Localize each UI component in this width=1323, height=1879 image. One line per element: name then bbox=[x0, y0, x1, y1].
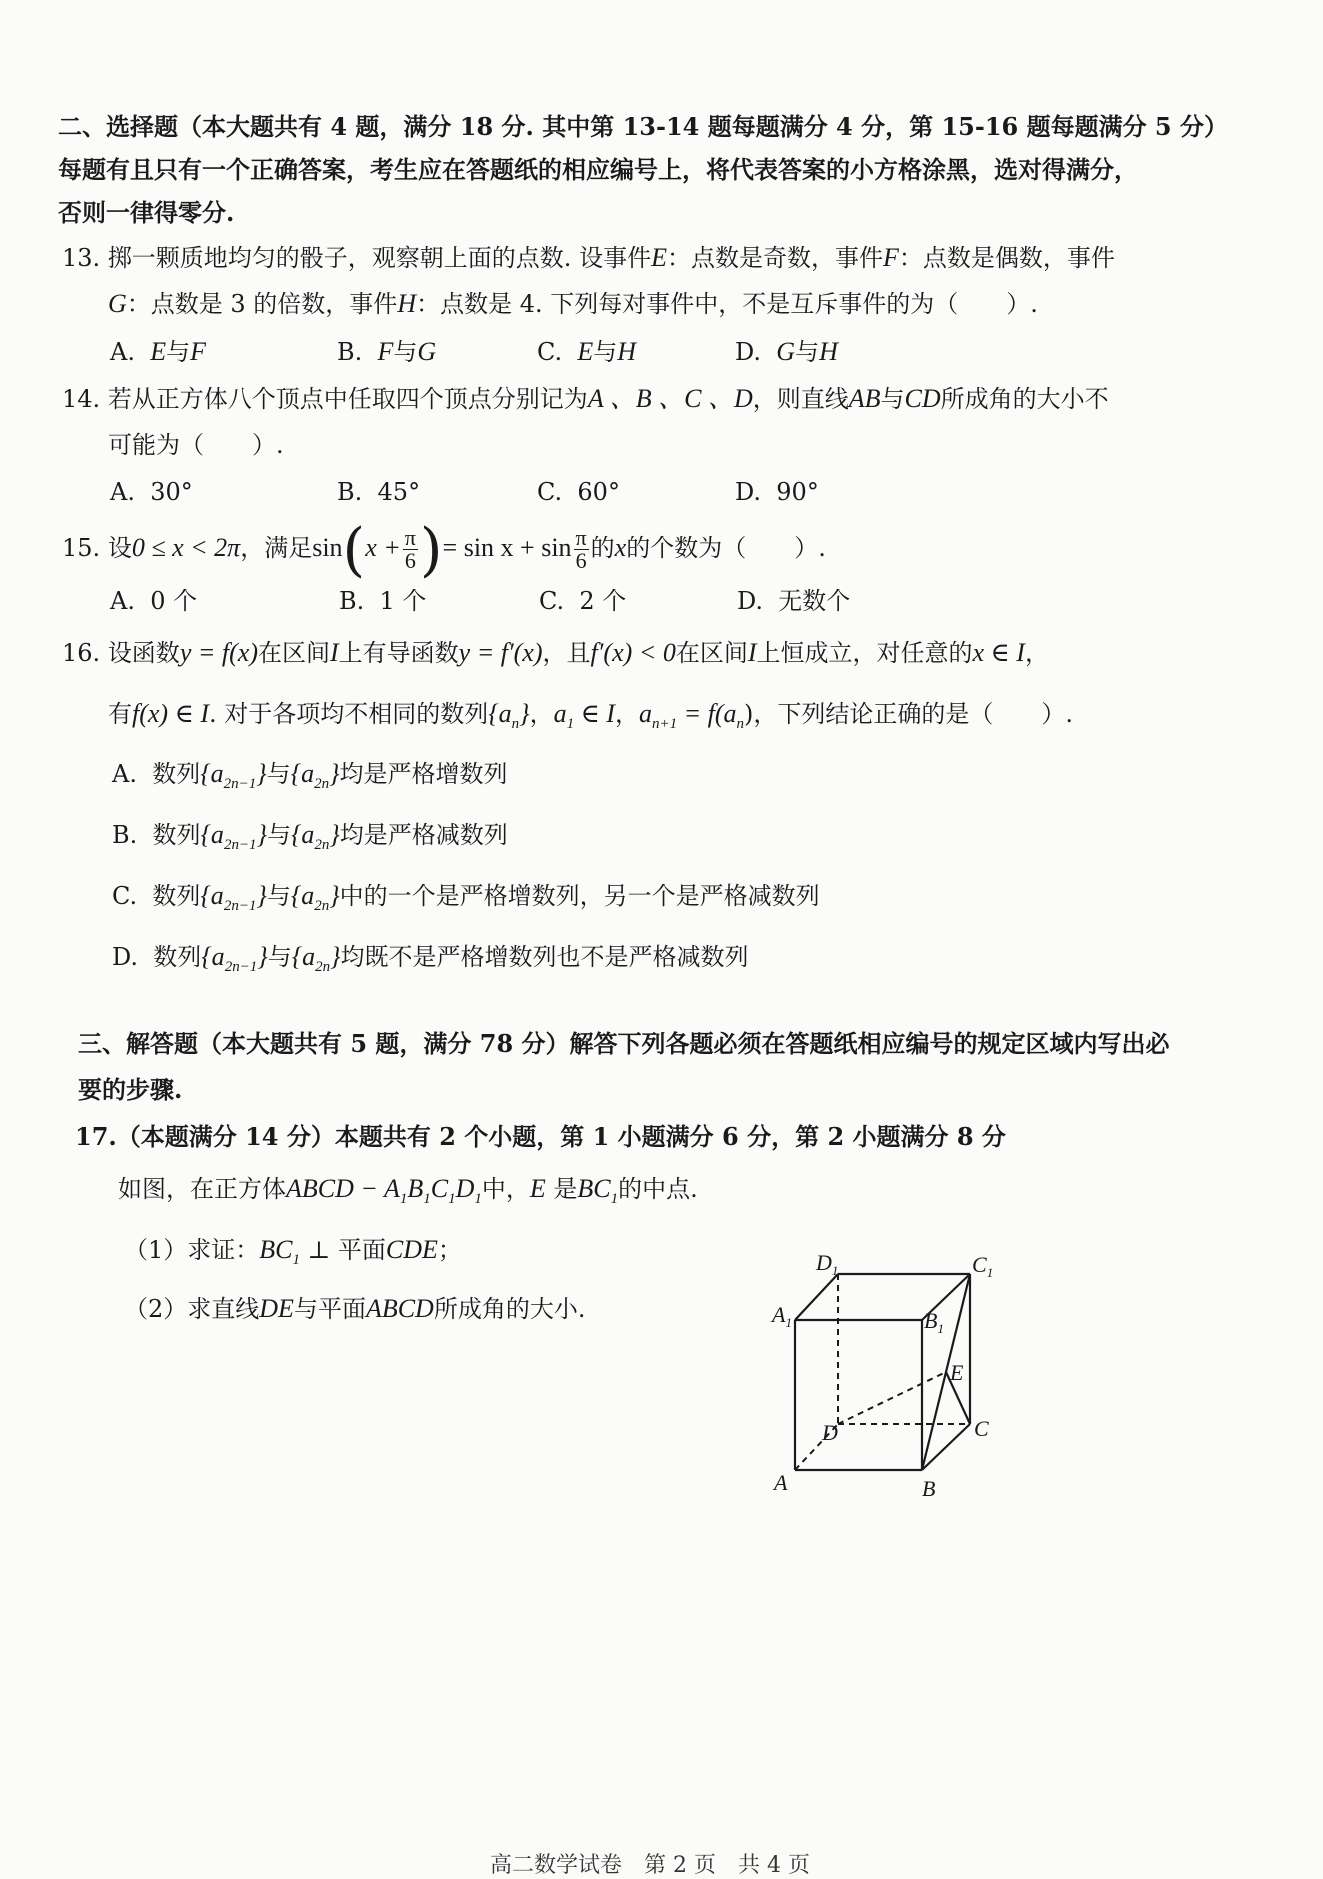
q14-text: ，则直线 bbox=[752, 385, 849, 413]
q17-heading: 17.（本题满分 14 分）本题共有 2 个小题，第 1 小题满分 6 分，第 2 小题满分 8 分 bbox=[75, 1122, 1006, 1151]
term: a bbox=[638, 699, 652, 728]
subscript: 1 bbox=[937, 1321, 944, 1336]
cube-name bbox=[286, 1174, 482, 1208]
term: a bbox=[553, 699, 567, 728]
section2-heading: 二、选择题（本大题共有 4 题，满分 18 分. 其中第 13-14 题每题满分 4 分，第 15-16 题每题满分 5 分） bbox=[58, 112, 1228, 141]
q13-text: ：点数是奇数，事件 bbox=[666, 244, 883, 272]
q13-option-b[interactable] bbox=[337, 335, 436, 369]
q14-points: A 、B 、C 、D bbox=[587, 384, 753, 413]
label-part: D bbox=[816, 1250, 832, 1275]
pi-over-six-fraction bbox=[403, 527, 418, 572]
label-a1 bbox=[770, 1302, 792, 1330]
q14-option-a[interactable] bbox=[110, 475, 193, 509]
option-conj: 与 bbox=[795, 338, 820, 366]
q14-option-b[interactable] bbox=[337, 475, 420, 509]
q17-part1 bbox=[124, 1233, 462, 1277]
q16-math: x ∈ I bbox=[972, 638, 1025, 667]
q15-range: 0 ≤ x < 2π bbox=[131, 533, 241, 562]
option-text: 均是严格减数列 bbox=[339, 821, 508, 849]
label-a: A bbox=[774, 1470, 788, 1495]
q15-number: 15. bbox=[62, 534, 101, 562]
option-text: 数列 bbox=[152, 760, 201, 788]
term-a1 bbox=[553, 699, 615, 733]
option-text: 1 个 bbox=[379, 587, 427, 615]
option-label: D. bbox=[737, 587, 764, 615]
option-label: B. bbox=[337, 338, 363, 366]
q13-option-a[interactable] bbox=[110, 335, 206, 369]
subscript: 1 bbox=[610, 1191, 619, 1208]
option-text: 30° bbox=[150, 478, 193, 506]
subscript: n bbox=[736, 716, 745, 733]
option-label: D. bbox=[112, 943, 139, 971]
line-de: DE bbox=[259, 1294, 294, 1323]
q17-text: 所成角的大小. bbox=[433, 1295, 586, 1323]
var-x: x bbox=[614, 533, 627, 562]
option-label: A. bbox=[110, 338, 135, 366]
seq-odd: $\{a_{2n-1}\}$ bbox=[200, 759, 267, 793]
q16-math: y = f(x) bbox=[179, 638, 258, 667]
seq-odd: $\{a_{2n-1}\}$ bbox=[200, 881, 267, 915]
option-term: H bbox=[617, 337, 637, 366]
option-label: A. bbox=[110, 587, 135, 615]
q16-text: ，且 bbox=[542, 639, 591, 667]
segment-bc1 bbox=[577, 1174, 619, 1208]
q16-option-c[interactable] bbox=[112, 879, 820, 923]
q16-text: 有 bbox=[108, 700, 132, 728]
q17-text: 中， bbox=[481, 1175, 530, 1203]
option-text: 2 个 bbox=[579, 587, 627, 615]
q13-line2 bbox=[108, 287, 1038, 321]
label-part: B bbox=[924, 1308, 938, 1333]
option-term: F bbox=[377, 337, 394, 366]
q17-text: 如图，在正方体 bbox=[118, 1175, 286, 1203]
right-paren-glyph: ) bbox=[419, 515, 443, 584]
seq-open: {a bbox=[488, 699, 512, 728]
q15-option-d[interactable] bbox=[737, 584, 850, 618]
q16-math: f(x) ∈ I bbox=[132, 699, 209, 728]
subscript: n bbox=[511, 716, 520, 733]
option-conj: 与 bbox=[166, 338, 191, 366]
label-b1 bbox=[924, 1308, 944, 1336]
option-term: E bbox=[577, 337, 594, 366]
seq-even: $\{a_{2n}\}$ bbox=[290, 759, 340, 793]
option-text: 无数个 bbox=[778, 587, 851, 615]
subscript: n+1 bbox=[651, 716, 678, 733]
line-ab: AB bbox=[848, 384, 881, 413]
option-term: G bbox=[776, 337, 796, 366]
q14-number: 14. bbox=[62, 385, 101, 413]
option-conj: 与 bbox=[393, 338, 418, 366]
subscript: 2n−1 bbox=[223, 898, 257, 915]
subscript: 2n bbox=[314, 776, 330, 793]
option-label: C. bbox=[539, 587, 565, 615]
q16-text: ， bbox=[529, 700, 554, 728]
q14-line2: 可能为（ ）. bbox=[108, 431, 284, 459]
q16-math: f′(x) < 0 bbox=[590, 638, 676, 667]
q15-text: 设 bbox=[107, 534, 132, 562]
label-d: D bbox=[822, 1420, 838, 1445]
fraction-numerator: π bbox=[575, 525, 587, 550]
q17-part2 bbox=[124, 1292, 585, 1326]
q15-text: 的个数为（ ）. bbox=[626, 534, 826, 562]
cube-figure bbox=[760, 1250, 1020, 1510]
q13-text: ：点数是 3 的倍数，事件 bbox=[126, 290, 398, 318]
term: ∈ I bbox=[580, 699, 615, 728]
cube-part: D bbox=[455, 1174, 475, 1203]
term: = f(a bbox=[683, 699, 737, 728]
q16-text: )，下列结论正确的是（ ）. bbox=[744, 700, 1074, 728]
event-e: E bbox=[651, 243, 667, 272]
point-e: E bbox=[529, 1174, 546, 1203]
option-text: 均既不是严格增数列也不是严格减数列 bbox=[340, 943, 749, 971]
option-label: D. bbox=[735, 338, 762, 366]
q14-text: 若从正方体八个顶点中任取四个顶点分别记为 bbox=[107, 385, 588, 413]
seq-even: $\{a_{2n}\}$ bbox=[290, 881, 340, 915]
subscript: 1 bbox=[474, 1191, 482, 1208]
section2-instructions-line2: 每题有且只有一个正确答案，考生应在答题纸的相应编号上，将代表答案的小方格涂黑，选对得满分， bbox=[58, 155, 1138, 184]
subscript: 2n−1 bbox=[223, 776, 257, 793]
option-text: 数列 bbox=[152, 821, 201, 849]
subscript: 1 bbox=[566, 716, 575, 733]
page-footer: 高二数学试卷 第 2 页 共 4 页 bbox=[490, 1853, 810, 1878]
label-e: E bbox=[950, 1360, 964, 1385]
q16-math: y = f′(x) bbox=[458, 638, 543, 667]
q13-number: 13. bbox=[62, 244, 101, 272]
subscript: 2n−1 bbox=[224, 959, 258, 976]
sequence-an bbox=[488, 699, 530, 733]
event-h: H bbox=[397, 289, 417, 318]
q17-text: ； bbox=[437, 1236, 462, 1264]
subscript: 1 bbox=[423, 1191, 431, 1208]
q15-option-b[interactable] bbox=[339, 584, 426, 618]
subscript: 1 bbox=[448, 1191, 456, 1208]
q15-text: 的 bbox=[590, 534, 615, 562]
cube-part: ABCD − A bbox=[286, 1174, 400, 1203]
option-label: A. bbox=[112, 760, 137, 788]
sin-fn: sin bbox=[312, 533, 343, 562]
section3-heading-line2: 要的步骤. bbox=[78, 1075, 183, 1104]
option-term: H bbox=[819, 337, 838, 366]
q14-option-c[interactable] bbox=[537, 475, 620, 509]
option-term: G bbox=[417, 337, 437, 366]
subscript: 1 bbox=[785, 1315, 792, 1330]
option-text: 90° bbox=[776, 478, 819, 506]
option-label: D. bbox=[735, 478, 762, 506]
plane-cde: CDE bbox=[385, 1235, 438, 1264]
subscript: 1 bbox=[831, 1263, 839, 1278]
option-term: E bbox=[150, 337, 167, 366]
event-g: G bbox=[108, 289, 127, 318]
segment-bc1 bbox=[259, 1235, 301, 1269]
edge-a1d1 bbox=[795, 1274, 838, 1320]
seq-close: } bbox=[519, 699, 530, 728]
q16-text: 在区间 bbox=[675, 639, 748, 667]
q13-text: 掷一颗质地均匀的骰子，观察朝上面的点数. 设事件 bbox=[107, 244, 652, 272]
q13-text: ：点数是偶数，事件 bbox=[898, 244, 1115, 272]
option-label: B. bbox=[339, 587, 365, 615]
pi-over-six-fraction bbox=[574, 527, 589, 572]
q16-option-b[interactable] bbox=[112, 818, 508, 862]
fraction-denominator: 6 bbox=[575, 548, 587, 573]
interval-i: I bbox=[329, 638, 339, 667]
q15-equation: = sin x + sin bbox=[442, 533, 572, 562]
option-term: F bbox=[190, 337, 207, 366]
q15-option-c[interactable] bbox=[539, 584, 626, 618]
q16-option-d[interactable] bbox=[112, 940, 749, 984]
q13-text: ：点数是 4. 下列每对事件中，不是互斥事件的为（ ）. bbox=[416, 290, 1038, 318]
label-part: A bbox=[772, 1302, 786, 1327]
q13-line1 bbox=[62, 241, 1115, 275]
line-cd: CD bbox=[904, 384, 941, 413]
fraction-denominator: 6 bbox=[404, 548, 416, 573]
q15-arg: x + bbox=[365, 533, 401, 562]
label-c: C bbox=[974, 1416, 989, 1441]
q17-text: （2）求直线 bbox=[124, 1295, 260, 1323]
q15-line bbox=[62, 515, 826, 584]
option-label: C. bbox=[537, 338, 563, 366]
option-conj: 与 bbox=[266, 882, 291, 910]
q14-option-d[interactable] bbox=[735, 475, 819, 509]
option-conj: 与 bbox=[593, 338, 618, 366]
q17-text: 的中点. bbox=[618, 1175, 698, 1203]
q15-text: ，满足 bbox=[240, 534, 313, 562]
label-part: C bbox=[972, 1252, 987, 1277]
label-d1 bbox=[815, 1250, 838, 1278]
q16-text: 设函数 bbox=[107, 639, 180, 667]
recurrence bbox=[638, 699, 745, 733]
q13-option-d[interactable] bbox=[735, 335, 838, 369]
q17-intro bbox=[118, 1172, 698, 1216]
q14-text: 所成角的大小不 bbox=[940, 385, 1109, 413]
q16-text: 上恒成立，对任意的 bbox=[756, 639, 973, 667]
label-b: B bbox=[922, 1476, 936, 1501]
option-label: C. bbox=[537, 478, 563, 506]
q16-number: 16. bbox=[62, 639, 101, 667]
segment: BC bbox=[259, 1235, 293, 1264]
cube-part: C bbox=[430, 1174, 449, 1203]
seq-even: $\{a_{2n}\}$ bbox=[290, 820, 340, 854]
q16-line2 bbox=[108, 697, 1073, 741]
option-conj: 与 bbox=[266, 821, 291, 849]
q16-text: ， bbox=[1024, 639, 1049, 667]
option-text: 均是严格增数列 bbox=[339, 760, 508, 788]
plane-abcd: ABCD bbox=[365, 1294, 434, 1323]
option-label: C. bbox=[112, 882, 138, 910]
q17-text: （1）求证： bbox=[124, 1236, 260, 1264]
option-text: 0 个 bbox=[150, 587, 198, 615]
option-text: 数列 bbox=[153, 943, 202, 971]
option-text: 数列 bbox=[152, 882, 201, 910]
seq-odd: $\{a_{2n-1}\}$ bbox=[201, 942, 268, 976]
subscript: 1 bbox=[399, 1191, 408, 1208]
option-label: B. bbox=[337, 478, 363, 506]
left-paren-glyph: ( bbox=[342, 515, 366, 584]
q17-text: ⊥ 平面 bbox=[307, 1236, 386, 1264]
subscript: 2n bbox=[314, 898, 330, 915]
q16-line1 bbox=[62, 636, 1049, 670]
event-f: F bbox=[882, 243, 899, 272]
option-text: 60° bbox=[577, 478, 620, 506]
fraction-numerator: π bbox=[404, 525, 416, 550]
segment-de bbox=[838, 1372, 946, 1424]
q17-text: 是 bbox=[553, 1175, 578, 1203]
option-conj: 与 bbox=[267, 943, 292, 971]
q16-text: ， bbox=[614, 700, 639, 728]
seq-odd: $\{a_{2n-1}\}$ bbox=[200, 820, 267, 854]
label-c1 bbox=[972, 1252, 993, 1280]
seq-even: $\{a_{2n}\}$ bbox=[291, 942, 341, 976]
edge-bc bbox=[922, 1424, 970, 1470]
option-label: A. bbox=[110, 478, 135, 506]
subscript: 2n bbox=[315, 959, 331, 976]
option-text: 45° bbox=[377, 478, 421, 506]
q17-text: 与平面 bbox=[293, 1295, 366, 1323]
q14-line1 bbox=[62, 382, 1109, 416]
section2-instructions-line3: 否则一律得零分. bbox=[58, 198, 235, 227]
q16-text: . 对于各项均不相同的数列 bbox=[208, 700, 489, 728]
option-label: B. bbox=[112, 821, 138, 849]
option-text: 中的一个是严格增数列，另一个是严格减数列 bbox=[339, 882, 820, 910]
q14-text: 与 bbox=[880, 385, 905, 413]
segment: BC bbox=[577, 1174, 611, 1203]
q13-option-c[interactable] bbox=[537, 335, 636, 369]
q15-option-a[interactable] bbox=[110, 584, 197, 618]
subscript: 1 bbox=[292, 1252, 301, 1269]
option-conj: 与 bbox=[266, 760, 291, 788]
subscript: 2n bbox=[314, 837, 330, 854]
q16-text: 在区间 bbox=[257, 639, 330, 667]
q16-option-a[interactable] bbox=[112, 757, 507, 801]
section3-heading: 三、解答题（本大题共有 5 题，满分 78 分）解答下列各题必须在答题纸相应编号的规定区域内写出必 bbox=[78, 1029, 1170, 1058]
cube-part: B bbox=[407, 1174, 424, 1203]
q16-text: 上有导函数 bbox=[338, 639, 459, 667]
interval-i: I bbox=[747, 638, 757, 667]
subscript: 1 bbox=[986, 1265, 994, 1280]
subscript: 2n−1 bbox=[223, 837, 257, 854]
